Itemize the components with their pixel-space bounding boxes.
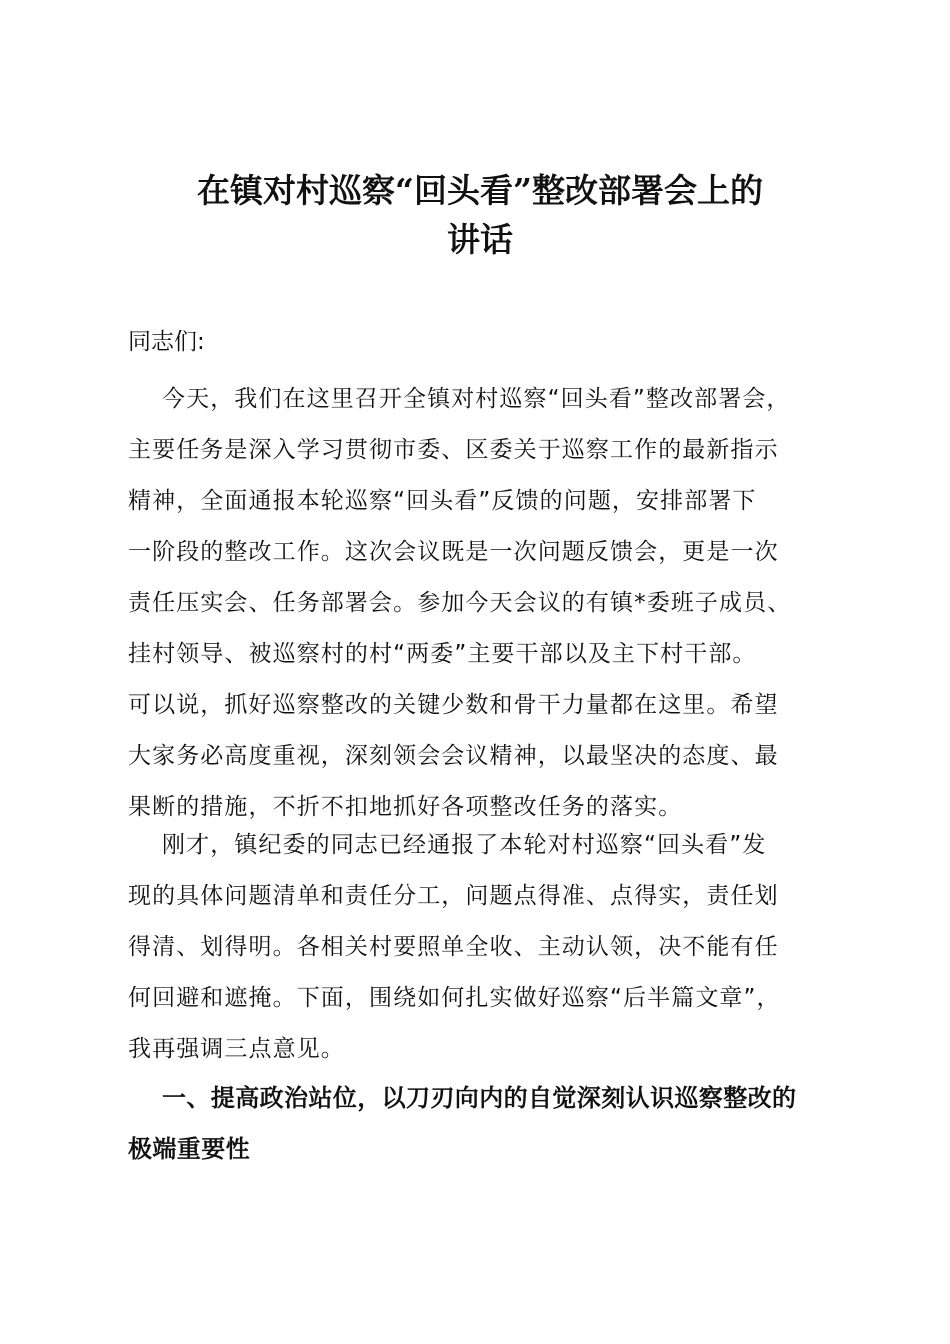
paragraph-1-line: 精神，全面通报本轮巡察“回头看”反馈的问题，安排部署下 (128, 488, 757, 514)
paragraph-1-line: 果断的措施，不折不扣地抓好各项整改任务的落实。 (128, 794, 683, 820)
paragraph-2 (128, 820, 838, 1075)
paragraph-1-line: 今天，我们在这里召开全镇对村巡察“回头看”整改部署会， (162, 386, 791, 412)
paragraph-1-line: 大家务必高度重视，深刻领会会议精神，以最坚决的态度、最 (128, 743, 779, 769)
document-title-line-1: 在镇对村巡察“回头看”整改部署会上的 (197, 171, 763, 210)
section-heading-1 (128, 1073, 838, 1175)
document-title-line-2: 讲话 (447, 220, 513, 259)
paragraph-1-line: 挂村领导、被巡察村的村“两委”主要干部以及主下村干部。 (128, 641, 757, 667)
paragraph-2-line: 得清、划得明。各相关村要照单全收、主动认领，决不能有任 (128, 934, 779, 960)
paragraph-2-line: 何回避和遮掩。下面，围绕如何扎实做好巡察“后半篇文章”， (128, 985, 781, 1011)
paragraph-1-line: 一阶段的整改工作。这次会议既是一次问题反馈会，更是一次 (128, 539, 779, 565)
paragraph-1-line: 主要任务是深入学习贯彻市委、区委关于巡察工作的最新指示 (128, 437, 779, 463)
paragraph-1-line: 责任压实会、任务部署会。参加今天会议的有镇*委班子成员、 (128, 590, 792, 616)
salutation: 同志们: (128, 329, 205, 355)
paragraph-1 (128, 374, 838, 833)
section-heading-line: 极端重要性 (128, 1135, 250, 1163)
paragraph-2-line: 现的具体问题清单和责任分工，问题点得准、点得实，责任划 (128, 883, 779, 909)
paragraph-2-line: 刚才，镇纪委的同志已经通报了本轮对村巡察“回头看”发 (162, 832, 767, 858)
paragraph-1-line: 可以说，抓好巡察整改的关键少数和骨干力量都在这里。希望 (128, 692, 779, 718)
paragraph-2-line: 我再强调三点意见。 (128, 1036, 345, 1062)
section-heading-line: 一、提高政治站位，以刀刃向内的自觉深刻认识巡察整改的 (162, 1084, 797, 1112)
